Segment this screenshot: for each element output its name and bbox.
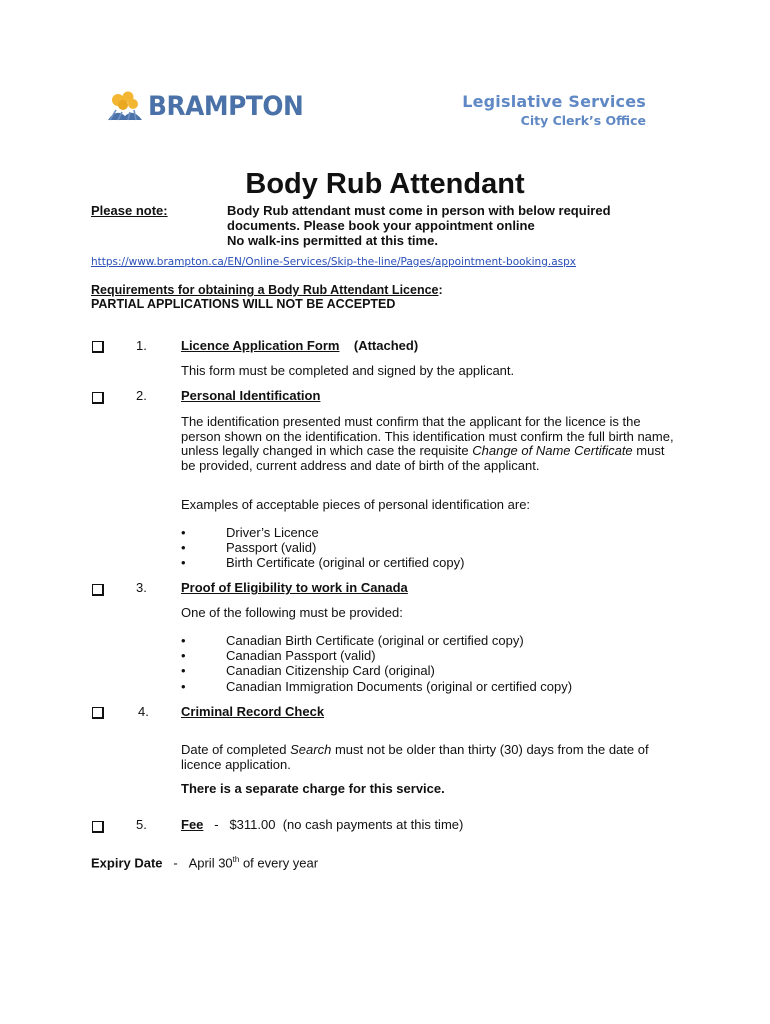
list-item: • Birth Certificate (original or certified copy) (181, 555, 465, 571)
booking-link[interactable]: https://www.brampton.ca/EN/Online-Services/Skip-the-line/Pages/appointment-booking.aspx (91, 256, 576, 268)
list-item: • Canadian Immigration Documents (original or certified copy) (181, 678, 573, 694)
requirements-title: Requirements for obtaining a Body Rub Attendant Licence (91, 283, 439, 297)
department-block (462, 92, 646, 128)
note-line: Body Rub attendant must come in person with below required (227, 203, 611, 218)
fee-amount: $311.00 (229, 817, 276, 832)
list-item: • Driver’s Licence (181, 525, 319, 540)
list-item: • Canadian Birth Certificate (original or certified copy) (181, 633, 524, 648)
logo-text: BRAMPTON (148, 90, 304, 122)
id-bullet-list (181, 525, 464, 571)
note-line: documents. Please book your appointment online (227, 218, 535, 233)
brampton-logo (106, 90, 317, 122)
checkbox-item-3[interactable] (92, 584, 104, 599)
fee-label: Fee (181, 817, 204, 832)
item-heading: Licence Application Form (Attached) (181, 338, 419, 353)
item-number: 3. (136, 580, 147, 595)
note-line: No walk-ins permitted at this time. (227, 233, 438, 248)
list-item: • Canadian Passport (valid) (181, 648, 376, 664)
office-name: City Clerk’s Office (520, 113, 646, 128)
item-number: 2. (136, 388, 147, 403)
partial-warning: PARTIAL APPLICATIONS WILL NOT BE ACCEPTED (91, 297, 396, 311)
expiry-label: Expiry Date (91, 855, 163, 871)
expiry-row: Expiry Date - April 30th of every year (91, 855, 319, 871)
expiry-date: April 30 (188, 855, 233, 871)
charge-note: There is a separate charge for this service. (181, 781, 445, 796)
note-text (227, 203, 697, 248)
item-intro: One of the following must be provided: (181, 605, 403, 620)
item-number: 1. (136, 338, 147, 353)
note-label: Please note: (91, 203, 168, 218)
checkbox-item-2[interactable] (92, 392, 104, 407)
item-paragraph: The identification presented must confirm that the applicant for the licence is the person shown on the identification. This identification must confirm the full birth name, unless legally changed in which case the requisite Change of Name Certificate must be provided, current address and date of birth of the applicant. (181, 414, 674, 473)
item-heading: Personal Identification (181, 388, 321, 403)
page-title: Body Rub Attendant (245, 168, 525, 200)
checkbox-item-5[interactable] (92, 821, 104, 836)
item-text: This form must be completed and signed by the applicant. (181, 363, 515, 378)
item-number: 4. (138, 704, 149, 719)
checkbox-item-4[interactable] (92, 707, 104, 722)
eligibility-bullet-list (181, 633, 572, 694)
item-heading: Proof of Eligibility to work in Canada (181, 580, 408, 595)
fee-row: Fee - $311.00 (no cash payments at this time) (181, 817, 464, 832)
fee-note: (no cash payments at this time) (282, 817, 464, 832)
checkbox-item-1[interactable] (92, 341, 104, 356)
item-paragraph: Date of completed Search must not be older than thirty (30) days from the date of licence application. (181, 742, 649, 772)
list-item: • Passport (valid) (181, 540, 317, 556)
examples-intro: Examples of acceptable pieces of personal identification are: (181, 497, 531, 512)
brampton-flower-icon (106, 90, 144, 122)
requirements-heading: Requirements for obtaining a Body Rub Attendant Licence: PARTIAL APPLICATIONS WILL NOT BE ACCEPTED (91, 283, 443, 311)
item-number: 5. (136, 817, 147, 832)
item-heading: Criminal Record Check (181, 704, 325, 719)
department-name: Legislative Services (462, 92, 646, 111)
list-item: • Canadian Citizenship Card (original) (181, 663, 435, 679)
